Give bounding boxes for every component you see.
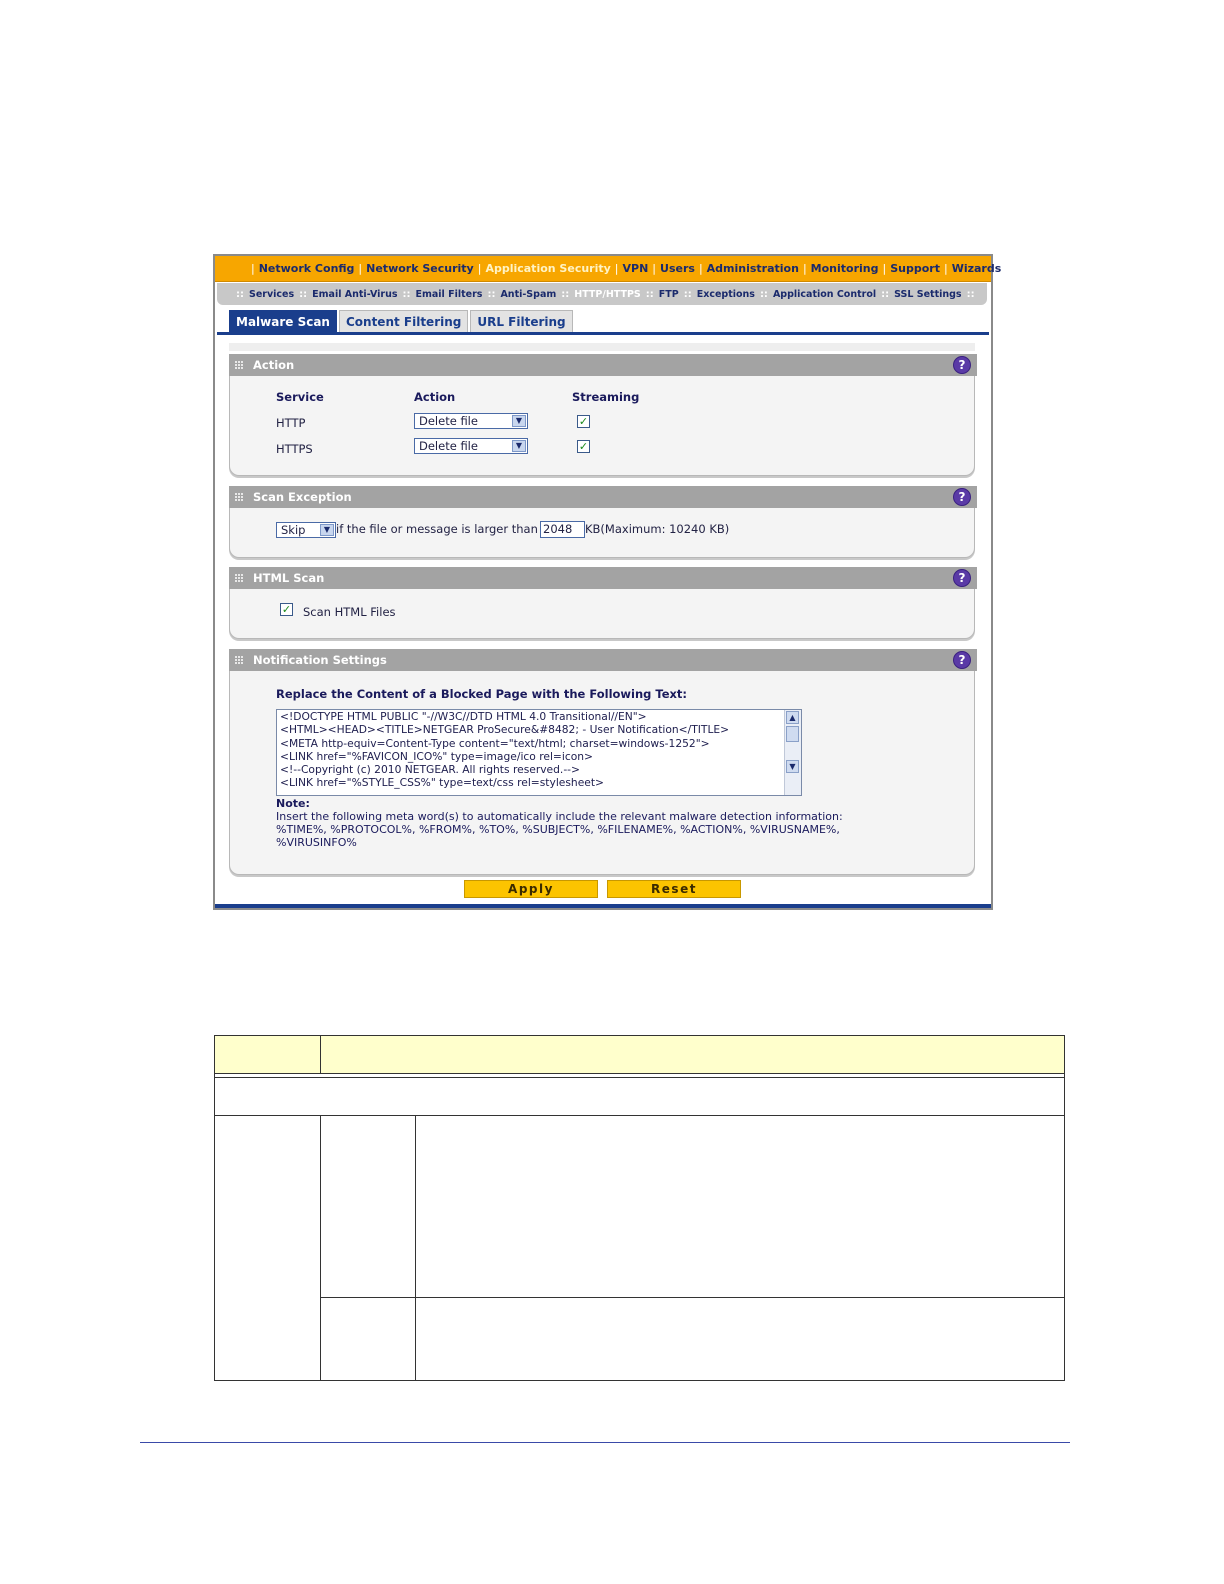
grip-icon — [235, 656, 244, 665]
scan-exception-text: if the file or message is larger than — [336, 522, 538, 536]
replace-content-label: Replace the Content of a Blocked Page with the Following Text: — [276, 687, 688, 701]
service-column-header: Service — [276, 390, 324, 404]
subnav-application-control[interactable]: Application Control — [772, 288, 877, 300]
nav-network-security[interactable]: Network Security — [366, 262, 474, 275]
https-action-value: Delete file — [419, 439, 478, 453]
subnav-anti-spam[interactable]: Anti-Spam — [500, 288, 557, 300]
table-divider — [320, 1297, 1064, 1298]
scan-exception-max-label: KB(Maximum: 10240 KB) — [585, 522, 730, 536]
textarea-line: <LINK href="%STYLE_CSS%" type=text/css rel=stylesheet> — [280, 776, 605, 790]
chevron-down-icon: ▼ — [512, 440, 526, 452]
note-line-3: %VIRUSINFO% — [276, 836, 357, 849]
textarea-line: <!DOCTYPE HTML PUBLIC "-//W3C//DTD HTML 4.0 Transitional//EN"> — [280, 710, 647, 723]
note-line-1: Insert the following meta word(s) to automatically include the relevant malware detection information: — [276, 810, 843, 823]
table-divider — [215, 1077, 1064, 1078]
subnav-exceptions[interactable]: Exceptions — [696, 288, 755, 300]
https-action-select[interactable] — [414, 438, 528, 454]
action-section-body — [229, 376, 975, 476]
action-section-title: Action — [253, 358, 295, 372]
tab-url-filtering[interactable]: URL Filtering — [470, 310, 572, 333]
reset-button[interactable]: Reset — [607, 880, 741, 898]
chevron-down-icon: ▼ — [512, 415, 526, 427]
textarea-line: <META http-equiv=Content-Type content="text/html; charset=windows-1252"> — [280, 736, 710, 750]
http-streaming-checkbox[interactable]: ✓ — [578, 415, 589, 428]
grip-icon — [235, 493, 244, 502]
nav-administration[interactable]: Administration — [706, 262, 799, 275]
https-service-label: HTTPS — [276, 442, 313, 456]
divider — [229, 343, 975, 351]
http-action-select[interactable] — [414, 413, 528, 429]
subnav-email-anti-virus[interactable]: Email Anti-Virus — [312, 288, 398, 300]
note-label: Note: — [276, 797, 310, 810]
subnav-ssl-settings[interactable]: SSL Settings — [894, 288, 962, 300]
subnav-email-filters[interactable]: Email Filters — [415, 288, 483, 300]
chevron-down-icon: ▼ — [320, 524, 334, 536]
apply-button[interactable]: Apply — [464, 880, 598, 898]
subnav-ftp[interactable]: FTP — [658, 288, 679, 300]
scan-exception-mode-value: Skip — [281, 523, 306, 537]
tab-bar — [229, 310, 575, 332]
nav-users[interactable]: Users — [660, 262, 695, 275]
http-action-value: Delete file — [419, 414, 478, 428]
screenshot-frame — [213, 254, 1009, 910]
streaming-column-header: Streaming — [572, 390, 640, 404]
nav-monitoring[interactable]: Monitoring — [810, 262, 879, 275]
scan-exception-size-input[interactable]: 2048 — [540, 521, 585, 538]
content-panel — [217, 332, 989, 906]
scan-exception-section-header — [229, 486, 977, 508]
textarea-scrollbar[interactable] — [784, 710, 801, 795]
scroll-up-icon[interactable]: ▲ — [786, 711, 799, 724]
textarea-line: <LINK href="%FAVICON_ICO%" type=image/ico rel=icon> — [280, 749, 593, 763]
textarea-line: <!--Copyright (c) 2010 NETGEAR. All rights reserved.--> — [280, 763, 580, 777]
help-icon[interactable]: ? — [953, 569, 971, 587]
bottom-bar — [215, 904, 991, 908]
action-section-header — [229, 354, 977, 376]
tab-malware-scan[interactable]: Malware Scan — [229, 310, 337, 333]
http-service-label: HTTP — [276, 416, 306, 430]
https-streaming-checkbox[interactable]: ✓ — [578, 440, 589, 453]
grip-icon — [235, 574, 244, 583]
html-scan-section-body — [229, 589, 975, 639]
html-scan-section-title: HTML Scan — [253, 571, 325, 585]
action-column-header: Action — [414, 390, 456, 404]
scan-exception-section-body — [229, 508, 975, 558]
footer-rule — [140, 1442, 1070, 1443]
subnav-services[interactable]: Services — [249, 288, 295, 300]
scroll-down-icon[interactable]: ▼ — [786, 760, 799, 773]
scan-exception-section-title: Scan Exception — [253, 490, 352, 504]
notification-section-title: Notification Settings — [253, 653, 387, 667]
nav-support[interactable]: Support — [890, 262, 940, 275]
notification-section-body — [229, 671, 975, 875]
blocked-page-textarea[interactable] — [276, 709, 802, 796]
scan-html-files-label: Scan HTML Files — [303, 605, 396, 619]
nav-vpn[interactable]: VPN — [622, 262, 649, 275]
help-icon[interactable]: ? — [953, 651, 971, 669]
notification-section-header — [229, 649, 977, 671]
nav-wizards[interactable]: Wizards — [951, 262, 1002, 275]
scan-exception-mode-select[interactable] — [276, 522, 336, 538]
table-divider — [320, 1115, 321, 1380]
help-icon[interactable]: ? — [953, 488, 971, 506]
note-line-2: %TIME%, %PROTOCOL%, %FROM%, %TO%, %SUBJECT%, %FILENAME%, %ACTION%, %VIRUSNAME%, — [276, 823, 840, 836]
tab-content-filtering[interactable]: Content Filtering — [339, 310, 468, 333]
nav-network-config[interactable]: Network Config — [258, 262, 355, 275]
top-nav: | Network Config | Network Security | Application Security | VPN | Users | Administration | Monitoring | Support | Wizards | — [215, 256, 991, 282]
grip-icon — [235, 361, 244, 370]
table-divider — [415, 1115, 416, 1380]
scan-html-files-checkbox[interactable]: ✓ — [281, 603, 292, 616]
table-divider — [215, 1115, 1064, 1116]
subnav-http-https[interactable]: HTTP/HTTPS — [574, 288, 641, 300]
html-scan-section-header — [229, 567, 977, 589]
table-divider — [215, 1073, 1064, 1074]
nav-application-security[interactable]: Application Security — [485, 262, 611, 275]
scroll-thumb[interactable] — [786, 726, 799, 742]
doc-table — [214, 1035, 1065, 1381]
table-header-row — [215, 1036, 1064, 1073]
help-icon[interactable]: ? — [953, 356, 971, 374]
table-divider — [320, 1036, 321, 1073]
sub-nav: :: Services :: Email Anti-Virus :: Email Filters :: Anti-Spam :: HTTP/HTTPS :: FTP :: Exceptions :: Application Control :: SSL Settings :: — [217, 283, 987, 305]
textarea-line: <HTML><HEAD><TITLE>NETGEAR ProSecure&#8482; - User Notification</TITLE> — [280, 723, 730, 737]
